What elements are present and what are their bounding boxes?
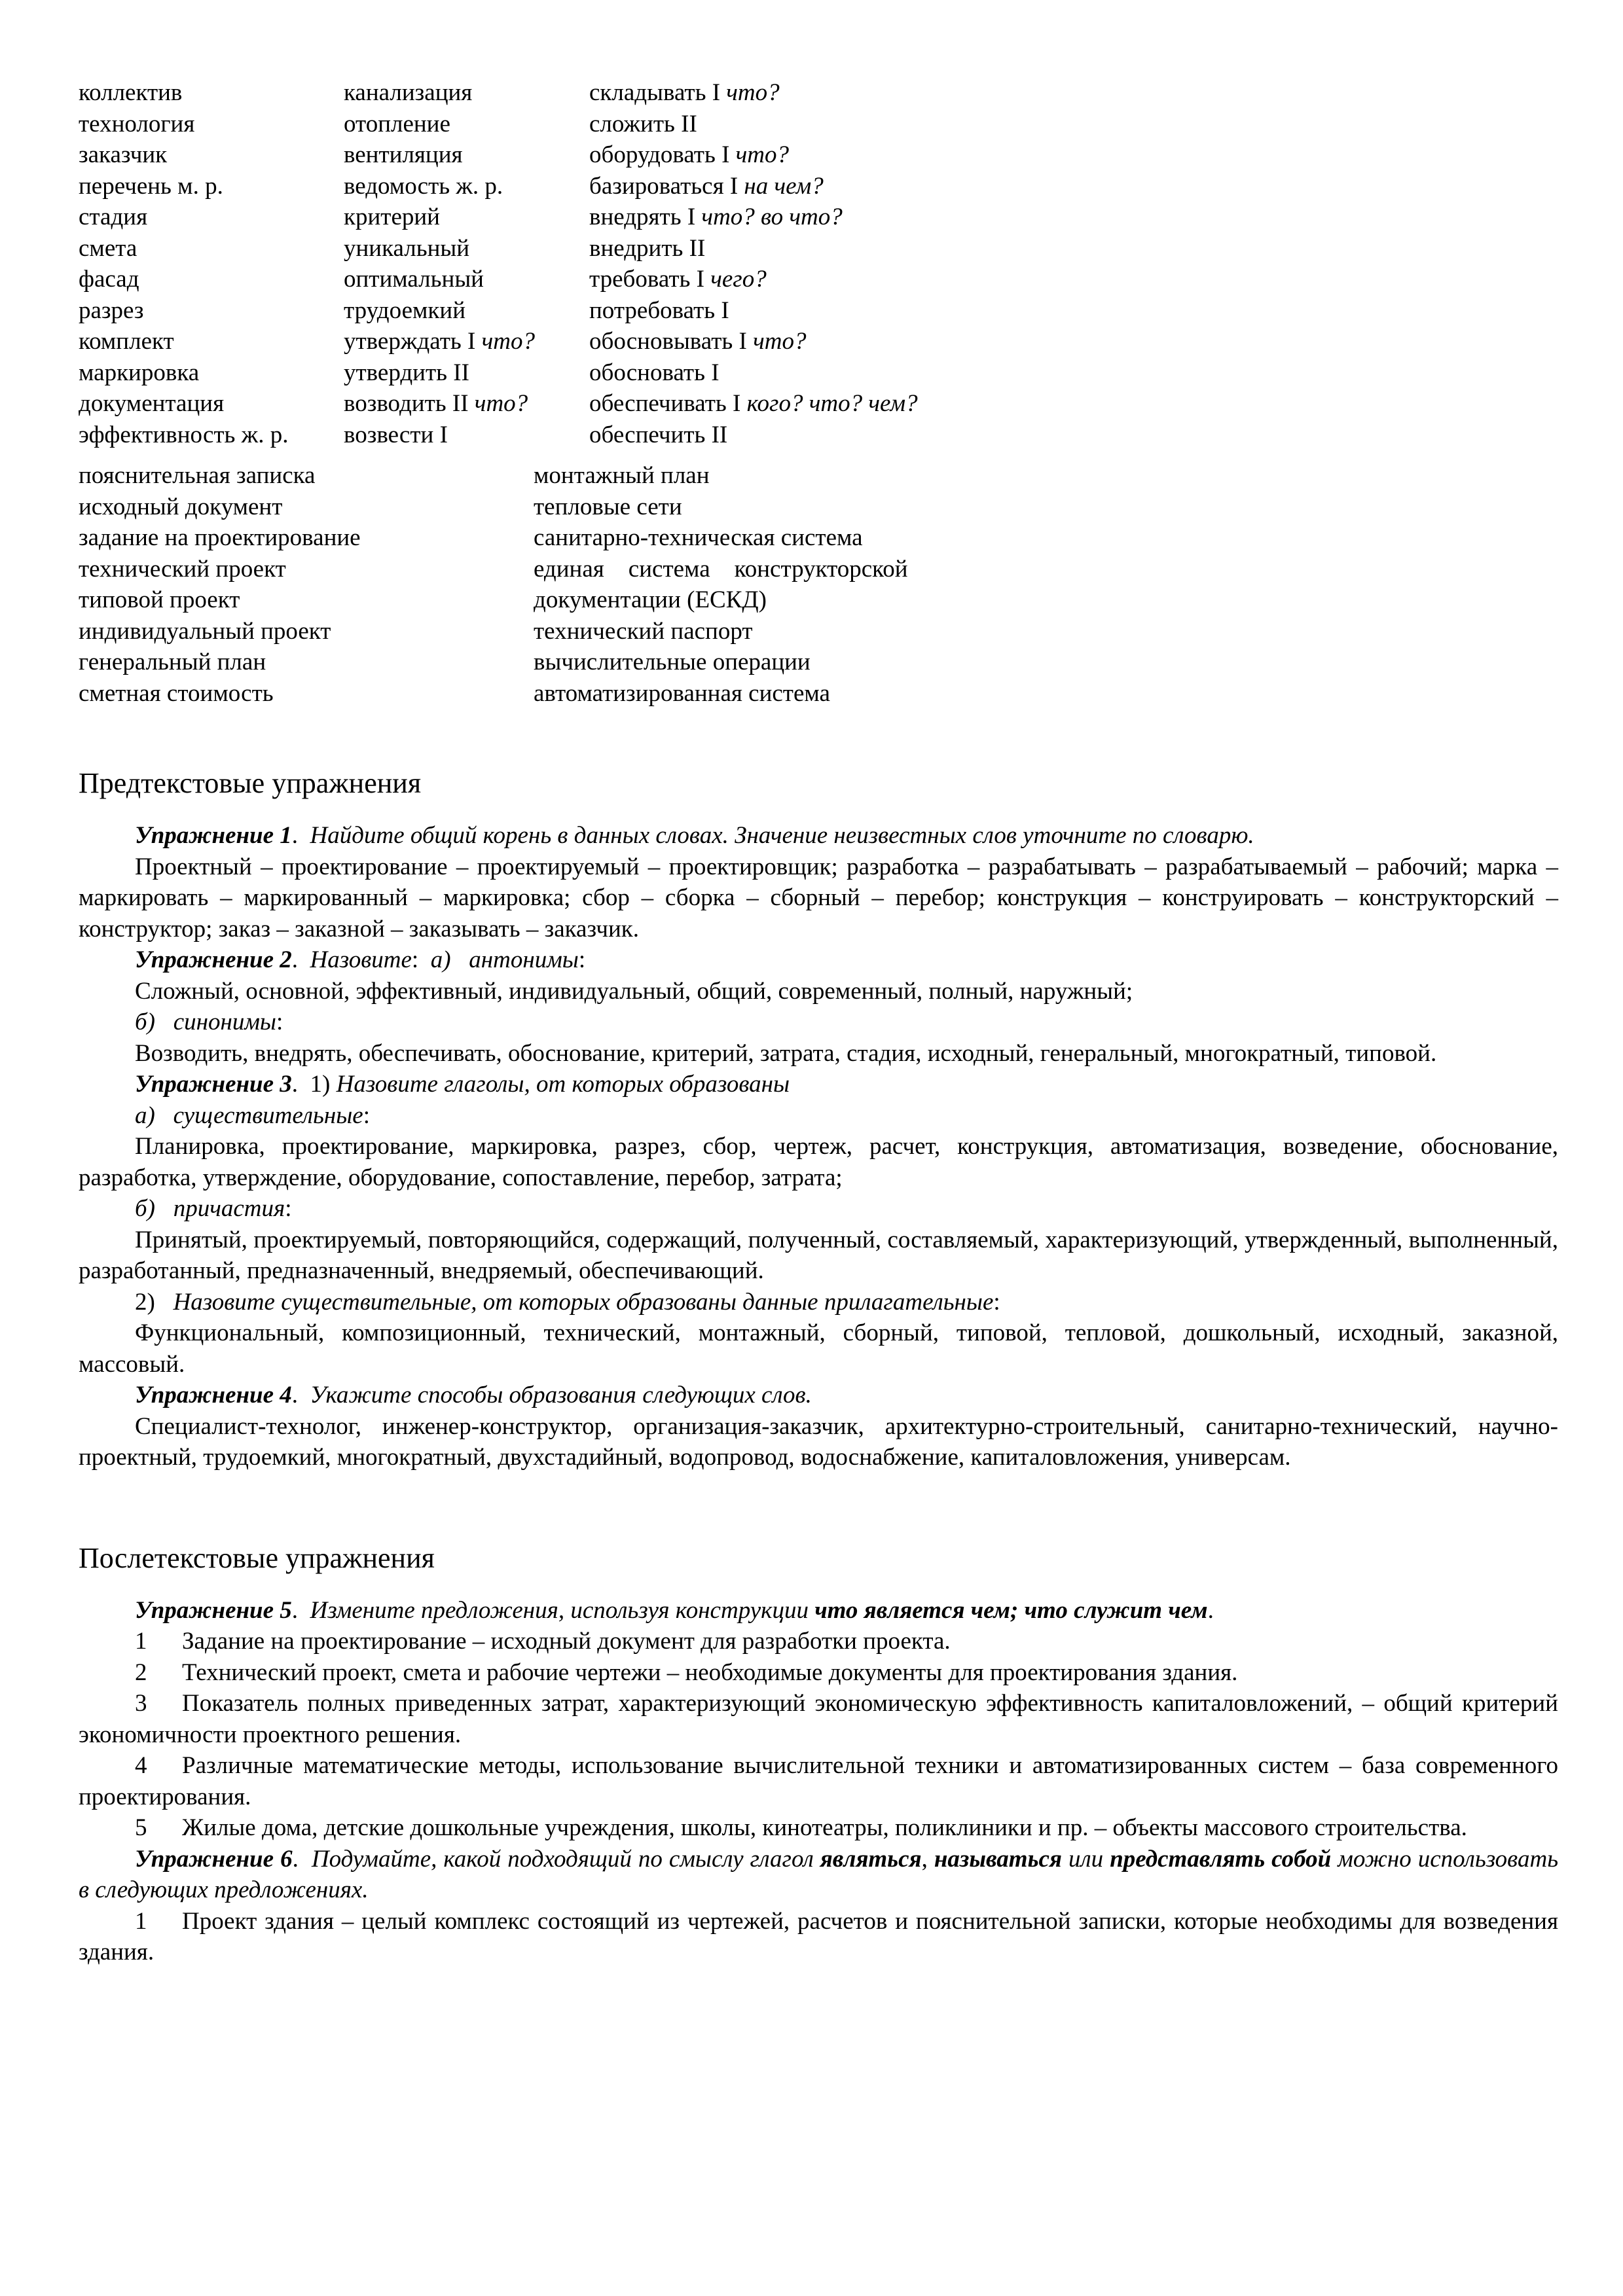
exercise-task: Измените предложения, используя конструкции (310, 1596, 809, 1624)
conjunction: или (1068, 1845, 1104, 1873)
vocab-word: комплект (79, 328, 174, 355)
vocab-word: возвести I (344, 421, 448, 448)
vocab-word: оборудовать I что? (589, 141, 790, 168)
question-word: что? (746, 328, 807, 355)
exercise-text: Сложный, основной, эффективный, индивидуальный, общий, современный, полный, наружный; (135, 977, 1133, 1005)
section-title-posttext: Послетекстовые упражнения (79, 1541, 435, 1574)
vocab-word: заказчик (79, 141, 168, 168)
exercise-label: Упражнение 5 (135, 1596, 292, 1624)
separator: ; (1010, 1596, 1019, 1624)
phrase-left: задание на проектирование (79, 524, 361, 551)
sentence-number: 3 (135, 1690, 147, 1717)
exercise-4: Упражнение 4. Укажите способы образования следующих слов. Специалист-технолог, инженер-конструктор, организация-заказчик, архитектурно-строительный, санитарно-технический, научно-проектный, трудоемкий, многократный, двухстадийный, водопровод, водоснабжение, капиталовложения, универсам. (79, 1380, 1558, 1473)
item-marker: а) (430, 946, 451, 973)
exercise-label: Упражнение 2 (135, 946, 292, 973)
sentence-number: 4 (135, 1752, 147, 1779)
phrase-left: исходный документ (79, 493, 283, 520)
numbered-sentence (79, 1906, 1558, 1968)
sentence-number: 1 (135, 1907, 147, 1935)
phrase-left: индивидуальный проект (79, 617, 331, 645)
vocab-word: обеспечить II (589, 421, 728, 448)
vocab-word: ведомость ж. р. (344, 172, 503, 200)
question-word: что? во что? (695, 204, 843, 230)
vocab-word: эффективность ж. р. (79, 421, 289, 448)
item-marker: б) (135, 1195, 155, 1222)
vocab-word: утверждать I что? (344, 328, 535, 355)
exercise-6: Упражнение 6. Подумайте, какой подходящий по смыслу глагол являться, называться или представлять собой можно использовать в следующих предложениях. 1 Проект здания – целый комплекс состоящий из чертежей, расчетов и пояснительной записки, которые необходимы для возведения здания. (79, 1844, 1558, 1968)
sentence-text: Показатель полных приведенных затрат, характеризующий экономическую эффективность капиталовложений, – общий критерий экономичности проектного решения. (79, 1690, 1558, 1748)
vocab-word: потребовать I (589, 296, 729, 324)
exercise-task: Назовите (310, 946, 412, 973)
verb-keyword: представлять собой (1110, 1845, 1332, 1873)
exercise-5: Упражнение 5. Измените предложения, используя конструкции что является чем; что служит чем. 1 Задание на проектирование – исходный документ для разработки проекта. 2 Технический проект, смета и рабочие чертежи – необходимые документы для проектирования здания. 3 Показатель полных приведенных затрат, характеризующий экономическую эффективность капиталовложений, – общий критерий экономичности проектного решения. 4 Различные математические методы, использование вычислительной техники и автоматизированных систем – база современного проектирования. 5 Жилые дома, детские дошкольные учреждения, школы, кинотеатры, поликлиники и пр. – объекты массового строительства. (79, 1595, 1558, 1844)
section-title-pretext: Предтекстовые упражнения (79, 767, 422, 799)
verb-keyword: являться (820, 1845, 922, 1873)
sentence-text: Задание на проектирование – исходный документ для разработки проекта. (182, 1628, 951, 1655)
item-marker: б) (135, 1009, 155, 1035)
exercise-task: Назовите существительные, от которых образованы данные прилагательные (173, 1288, 994, 1316)
vocab-word: базироваться I на чем? (589, 172, 824, 200)
vocab-word: маркировка (79, 359, 200, 386)
exercise-label: Упражнение 4 (135, 1382, 292, 1408)
exercise-text: Проектный – проектирование – проектируемый – проектировщик; разработка – разрабатывать – разрабатываемый – рабочий; марка – маркировать – маркированный – маркировка; сбор – сборка – сборный – перебор; конструкция – конструировать – конструкторский – конструктор; заказ – заказной – заказывать – заказчик. (79, 853, 1558, 942)
question-word: что? (720, 79, 780, 106)
phrase-right: документации (ЕСКД) (534, 586, 767, 613)
item-keyword: синонимы (173, 1009, 276, 1035)
sentence-number: 2 (135, 1659, 147, 1686)
vocab-word: стадия (79, 204, 148, 230)
item-keyword: антонимы (469, 946, 579, 973)
exercise-text: Принятый, проектируемый, повторяющийся, содержащий, полученный, составляемый, характеризующий, утвержденный, выполненный, разработанный, предназначенный, внедряемый, обеспечивающий. (79, 1226, 1558, 1284)
item-keyword: причастия (173, 1195, 285, 1222)
vocab-word: сложить II (589, 110, 697, 137)
numbered-sentence (79, 1626, 1558, 1657)
phrase-right: единая система конструкторской (534, 555, 908, 583)
vocab-word: внедрить II (589, 234, 706, 262)
vocab-word: вентиляция (344, 141, 463, 168)
vocab-word: коллектив (79, 79, 183, 106)
vocab-word: трудоемкий (344, 296, 465, 324)
sentence-number: 1 (135, 1628, 147, 1655)
numbered-sentence (79, 1812, 1558, 1844)
vocab-word: фасад (79, 266, 139, 293)
vocab-word: возводить II что? (344, 390, 528, 417)
exercise-2: Упражнение 2. Назовите: а) антонимы: Сложный, основной, эффективный, индивидуальный, общий, современный, полный, наружный; б) синонимы: Возводить, внедрять, обеспечивать, обоснование, критерий, затрата, стадия, исходный, генеральный, многократный, типовой. (79, 944, 1558, 1069)
phrase-left: пояснительная записка (79, 462, 316, 489)
vocab-word: требовать I чего? (589, 266, 767, 293)
vocab-word: критерий (344, 204, 440, 230)
exercise-label: Упражнение 1 (135, 822, 292, 849)
phrase-left: генеральный план (79, 649, 266, 675)
item-marker: 1) (310, 1071, 331, 1098)
vocab-word: технология (79, 110, 195, 137)
vocab-word: отопление (344, 110, 450, 137)
numbered-sentence (79, 1750, 1558, 1812)
exercise-text: Планировка, проектирование, маркировка, разрез, сбор, чертеж, расчет, конструкция, автоматизация, возведение, обоснование, разработка, утверждение, оборудование, сопоставление, перебор, затрата; (79, 1133, 1558, 1191)
sentence-text: Жилые дома, детские дошкольные учреждения, школы, кинотеатры, поликлиники и пр. – объекты массового строительства. (182, 1814, 1467, 1841)
sentence-text: Различные математические методы, использование вычислительной техники и автоматизированных систем – база современного проектирования. (79, 1752, 1558, 1810)
phrase-right: тепловые сети (534, 493, 682, 520)
question-word: что? (729, 141, 790, 168)
vocab-word: документация (79, 390, 225, 417)
exercise-label: Упражнение 6 (135, 1845, 293, 1873)
vocab-word: обеспечивать I кого? что? чем? (589, 390, 918, 417)
vocab-word: канализация (344, 79, 473, 106)
phrase-left: типовой проект (79, 586, 240, 613)
phrase-right: автоматизированная система (534, 679, 830, 707)
item-keyword: существительные (173, 1102, 363, 1129)
verb-keyword: называться (934, 1845, 1062, 1873)
vocab-word: утвердить II (344, 359, 469, 386)
vocab-word: складывать I что? (589, 79, 780, 106)
question-word: чего? (704, 266, 767, 293)
vocabulary-table (79, 77, 1558, 450)
sentence-text: Проект здания – целый комплекс состоящий из чертежей, расчетов и пояснительной записки, которые необходимы для возведения здания. (79, 1907, 1558, 1965)
question-word: что? (468, 390, 528, 417)
vocab-word: уникальный (344, 234, 470, 262)
numbered-sentence (79, 1657, 1558, 1689)
vocab-word: смета (79, 234, 137, 262)
exercise-3: Упражнение 3. 1) Назовите глаголы, от которых образованы а) существительные: Планировка, проектирование, маркировка, разрез, сбор, чертеж, расчет, конструкция, автоматизация, возведение, обоснование, разработка, утверждение, оборудование, сопоставление, перебор, затрата; б) причастия: Принятый, проектируемый, повторяющийся, содержащий, полученный, составляемый, характеризующий, утвержденный, выполненный, разработанный, предназначенный, внедряемый, обеспечивающий. 2) Назовите существительные, от которых образованы данные прилагательные: Функциональный, композиционный, технический, монтажный, сборный, типовой, тепловой, дошкольный, исходный, заказной, массовый. (79, 1069, 1558, 1380)
exercise-task: Подумайте, какой подходящий по смыслу глагол (311, 1845, 814, 1873)
sentence-number: 5 (135, 1814, 147, 1841)
exercise-text: Возводить, внедрять, обеспечивать, обоснование, критерий, затрата, стадия, исходный, генеральный, многократный, типовой. (135, 1039, 1437, 1067)
phrase-right: технический паспорт (534, 617, 753, 645)
phrase-right: монтажный план (534, 462, 710, 489)
phrase-right: вычислительные операции (534, 649, 811, 675)
item-marker: 2) (135, 1288, 155, 1316)
numbered-sentence (79, 1688, 1558, 1750)
exercise-label: Упражнение 3 (135, 1071, 292, 1098)
vocab-word: обосновывать I что? (589, 328, 807, 355)
period: . (1207, 1596, 1214, 1624)
exercise-text: Функциональный, композиционный, технический, монтажный, сборный, типовой, тепловой, дошкольный, исходный, заказной, массовый. (79, 1319, 1558, 1378)
question-word: на чем? (738, 172, 824, 200)
exercise-task: Укажите способы образования следующих слов. (310, 1382, 812, 1408)
construction-keyword: что служит чем (1024, 1596, 1208, 1624)
vocab-word: внедрять I что? во что? (589, 204, 843, 230)
vocab-word: перечень м. р. (79, 172, 223, 200)
vocab-word: разрез (79, 296, 144, 324)
item-marker: а) (135, 1102, 155, 1129)
document-page (79, 77, 1558, 1968)
vocab-word: обосновать I (589, 359, 720, 386)
phrases-table (79, 460, 1558, 709)
phrase-left: сметная стоимость (79, 679, 274, 707)
vocab-word: оптимальный (344, 266, 484, 293)
exercise-task-end: можно использовать в следующих предложениях. (79, 1845, 1559, 1903)
sentence-text: Технический проект, смета и рабочие чертежи – необходимые документы для проектирования здания. (182, 1659, 1238, 1686)
question-word: что? (475, 328, 535, 355)
construction-keyword: что является чем (814, 1596, 1011, 1624)
exercise-task: Найдите общий корень в данных словах. Значение неизвестных слов уточните по словарю. (310, 822, 1254, 849)
exercise-1: Упражнение 1. Найдите общий корень в данных словах. Значение неизвестных слов уточните по словарю. Проектный – проектирование – проектируемый – проектировщик; разработка – разрабатывать – разрабатываемый – рабочий; марка – маркировать – маркированный – маркировка; сбор – сборка – сборный – перебор; конструкция – конструировать – конструкторский – конструктор; заказ – заказной – заказывать – заказчик. (79, 820, 1558, 944)
phrase-right: санитарно-техническая система (534, 524, 863, 551)
exercise-text: Специалист-технолог, инженер-конструктор, организация-заказчик, архитектурно-строительный, санитарно-технический, научно-проектный, трудоемкий, многократный, двухстадийный, водопровод, водоснабжение, капиталовложения, универсам. (79, 1412, 1558, 1471)
phrase-left: технический проект (79, 555, 286, 583)
question-word: кого? что? чем? (740, 390, 918, 417)
exercise-task: Назовите глаголы, от которых образованы (336, 1071, 790, 1098)
